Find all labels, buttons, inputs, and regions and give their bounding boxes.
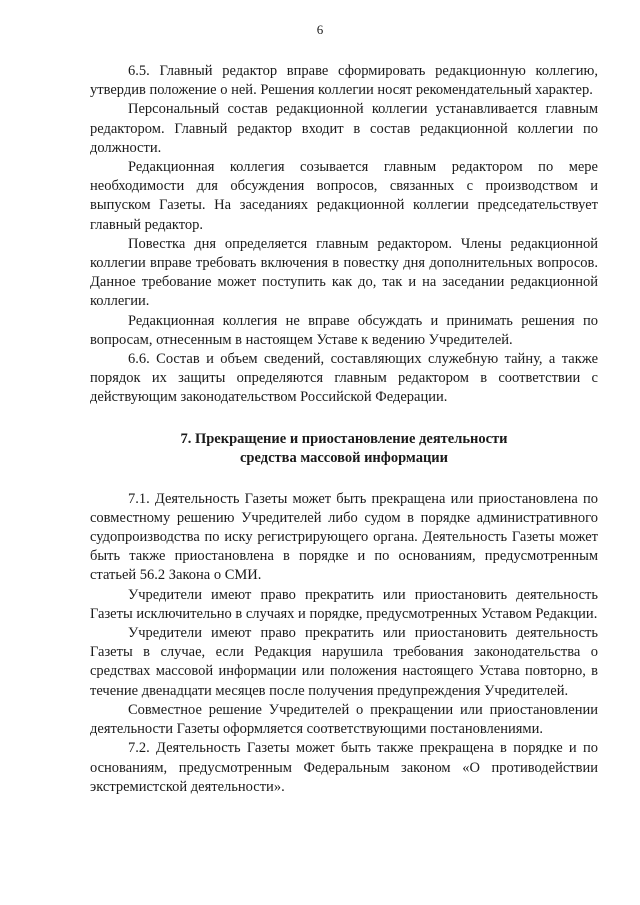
page-number: 6	[316, 22, 324, 37]
section-7-title-line1: 7. Прекращение и приостановление деятельности	[180, 430, 508, 447]
paragraph-joint-decision: Совместное решение Учредителей о прекращении или приостановлении деятельности Газеты оформляется соответствующими постановлениями.	[90, 701, 598, 738]
paragraph-editorial-board-convening: Редакционная коллегия созывается главным редактором по мере необходимости для обсуждения вопросов, связанных с производством и выпуском Газеты. На заседаниях редакционной коллегии председательствует главный редактор.	[90, 159, 598, 233]
section-7-title-line2: средства массовой информации	[239, 449, 449, 466]
paragraph-board-limits: Редакционная коллегия не вправе обсуждать и принимать решения по вопросам, отнесенным в настоящем Уставе к ведению Учредителей.	[90, 312, 598, 348]
section-7-heading	[90, 430, 598, 468]
paragraph-7-2: 7.2. Деятельность Газеты может быть также прекращена в порядке и по основаниям, предусмотренным Федеральным законом «О противодействии экстремистской деятельности».	[90, 740, 598, 795]
paragraph-7-1: 7.1. Деятельность Газеты может быть прекращена или приостановлена по совместному решению Учредителей либо судом в порядке административного судопроизводства по иску регистрирующего органа. Деятельность Газеты может быть также приостановлена в порядке и по основаниям, предусмотренным статьей 56.2 Закона о СМИ.	[90, 490, 598, 584]
paragraph-founders-right-violation: Учредители имеют право прекратить или приостановить деятельность Газеты в случае, если Редакция нарушила требования законодательства о средствах массовой информации или положения настоящего Устава повторно, в течение двенадцати месяцев после получения предупреждения Учредителей.	[90, 625, 598, 699]
paragraph-agenda: Повестка дня определяется главным редактором. Члены редакционной коллегии вправе требовать включения в повестку дня дополнительных вопросов. Данное требование может поступить как до, так и на заседании редакционной коллегии.	[90, 235, 598, 310]
paragraph-6-5: 6.5. Главный редактор вправе сформировать редакционную коллегию, утвердив положение о ней. Решения коллегии носят рекомендательный характер.	[90, 63, 598, 99]
paragraph-founders-right-charter: Учредители имеют право прекратить или приостановить деятельность Газеты исключительно в случаях и порядке, предусмотренных Уставом Редакции.	[90, 586, 598, 622]
paragraph-editorial-board-composition: Персональный состав редакционной коллегии устанавливается главным редактором. Главный редактор входит в состав редакционной коллегии по должности.	[90, 101, 598, 156]
document-body	[90, 62, 598, 797]
paragraph-6-6: 6.6. Состав и объем сведений, составляющих служебную тайну, а также порядок их защиты определяются главным редактором в соответствии с действующим законодательством Российской Федерации.	[90, 351, 598, 406]
